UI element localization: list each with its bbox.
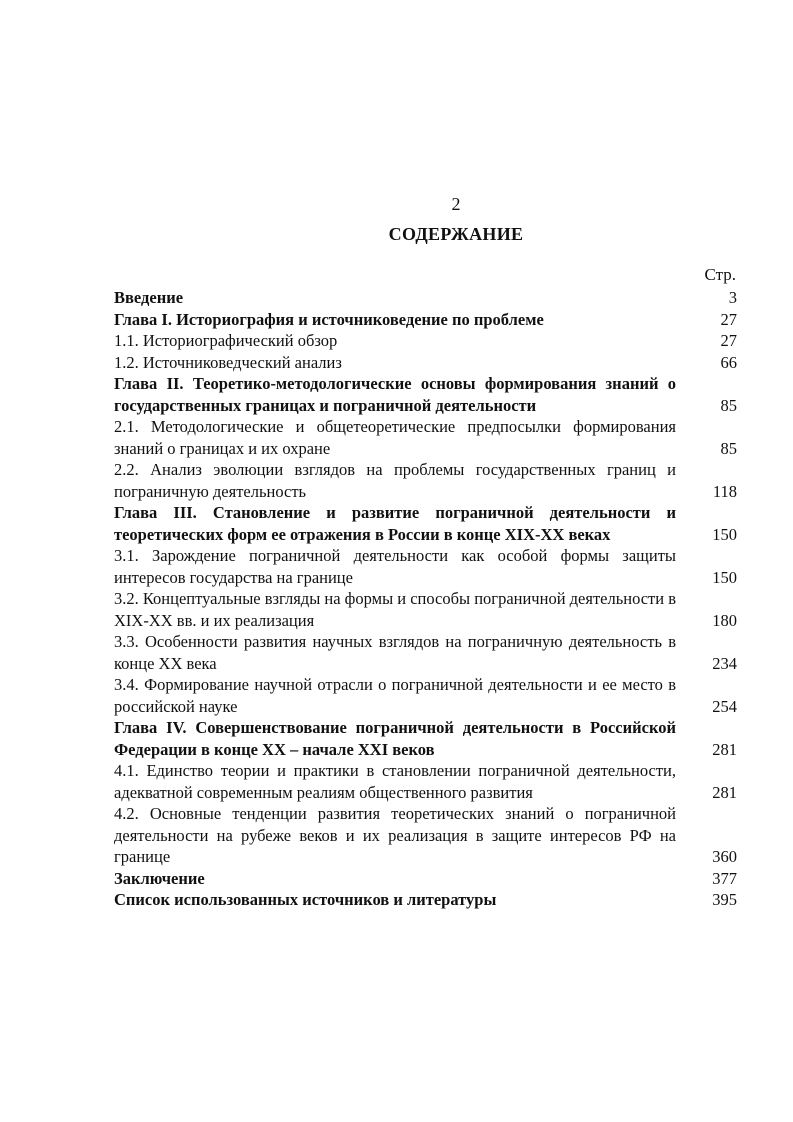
toc-entry-intro (114, 287, 737, 309)
toc-entry-page: 254 (712, 696, 737, 716)
toc-entry-title: Глава III. Становление и развитие пограничной деятельности и теоретических форм ее отражения в России в конце XIX-XX веках (114, 503, 676, 544)
toc-entry-section-2-2 (114, 459, 737, 502)
toc-entry-title: 3.2. Концептуальные взгляды на формы и способы пограничной деятельности в XIX-XX вв. и их реализация (114, 589, 677, 630)
toc-entry-chapter-2 (114, 373, 737, 416)
page-number: 2 (451, 194, 461, 214)
toc-entry-title: Заключение (114, 868, 205, 888)
toc-heading: СОДЕРЖАНИЕ (388, 224, 524, 244)
toc-entry-chapter-1 (114, 309, 737, 331)
toc-entry-title: 3.3. Особенности развития научных взглядов на пограничную деятельность в конце XX века (114, 632, 676, 673)
toc-entry-page: 66 (720, 352, 737, 372)
toc-entry-section-2-1 (114, 416, 737, 459)
table-of-contents (114, 287, 737, 911)
toc-entry-page: 85 (720, 395, 737, 415)
toc-entry-title: Список использованных источников и литературы (114, 890, 497, 909)
toc-entry-title: 1.2. Источниковедческий анализ (114, 352, 342, 372)
toc-entry-title: 3.1. Зарождение пограничной деятельности как особой формы защиты интересов государства на границе (114, 546, 676, 587)
toc-entry-conclusion (114, 868, 737, 890)
toc-entry-title: Введение (114, 288, 184, 307)
toc-entry-title: Глава II. Теоретико-методологические основы формирования знаний о государственных границах и пограничной деятельности (114, 374, 676, 415)
toc-entry-page: 85 (720, 438, 737, 458)
toc-entry-chapter-3 (114, 502, 737, 545)
toc-entry-section-4-2 (114, 803, 737, 868)
toc-entry-page: 377 (712, 868, 737, 888)
toc-entry-title: 4.1. Единство теории и практики в становлении пограничной деятельности, адекватной современным реалиям общественного развития (114, 761, 676, 802)
toc-entry-section-4-1 (114, 760, 737, 803)
toc-entry-section-1-2 (114, 352, 737, 374)
toc-entry-page: 395 (712, 890, 737, 909)
toc-entry-section-3-4 (114, 674, 737, 717)
toc-entry-title: 1.1. Историографический обзор (114, 331, 338, 350)
toc-entry-page: 150 (712, 524, 737, 544)
toc-entry-page: 281 (712, 739, 737, 759)
page-column-header: Стр. (704, 265, 736, 284)
toc-entry-title: 3.4. Формирование научной отрасли о пограничной деятельности и ее место в российской науке (114, 675, 676, 716)
toc-entry-chapter-4 (114, 717, 737, 760)
toc-entry-page: 27 (720, 309, 737, 329)
toc-entry-section-3-2 (114, 588, 737, 631)
toc-entry-section-1-1 (114, 330, 737, 352)
toc-entry-section-3-3 (114, 631, 737, 674)
toc-entry-title: 4.2. Основные тенденции развития теоретических знаний о пограничной деятельности на рубеже веков и их реализация в защите интересов РФ на границе (114, 804, 676, 866)
toc-entry-page: 180 (712, 610, 737, 630)
toc-entry-title: 2.1. Методологические и общетеоретические предпосылки формирования знаний о границах и их охране (114, 417, 676, 458)
toc-entry-page: 27 (720, 331, 737, 350)
toc-entry-page: 3 (728, 288, 737, 307)
toc-entry-title: Глава IV. Совершенствование пограничной деятельности в Российской Федерации в конце XX – начале XXI веков (114, 718, 676, 759)
toc-entry-page: 118 (712, 481, 737, 501)
toc-entry-page: 234 (712, 653, 737, 673)
toc-entry-page: 360 (712, 847, 737, 866)
toc-entry-page: 281 (712, 782, 737, 802)
toc-entry-page: 150 (712, 567, 737, 587)
toc-entry-title: 2.2. Анализ эволюции взглядов на проблемы государственных границ и пограничную деятельность (114, 460, 676, 501)
toc-entry-title: Глава I. Историография и источниковедение по проблеме (114, 309, 544, 329)
toc-entry-bibliography (114, 889, 737, 911)
toc-entry-section-3-1 (114, 545, 737, 588)
